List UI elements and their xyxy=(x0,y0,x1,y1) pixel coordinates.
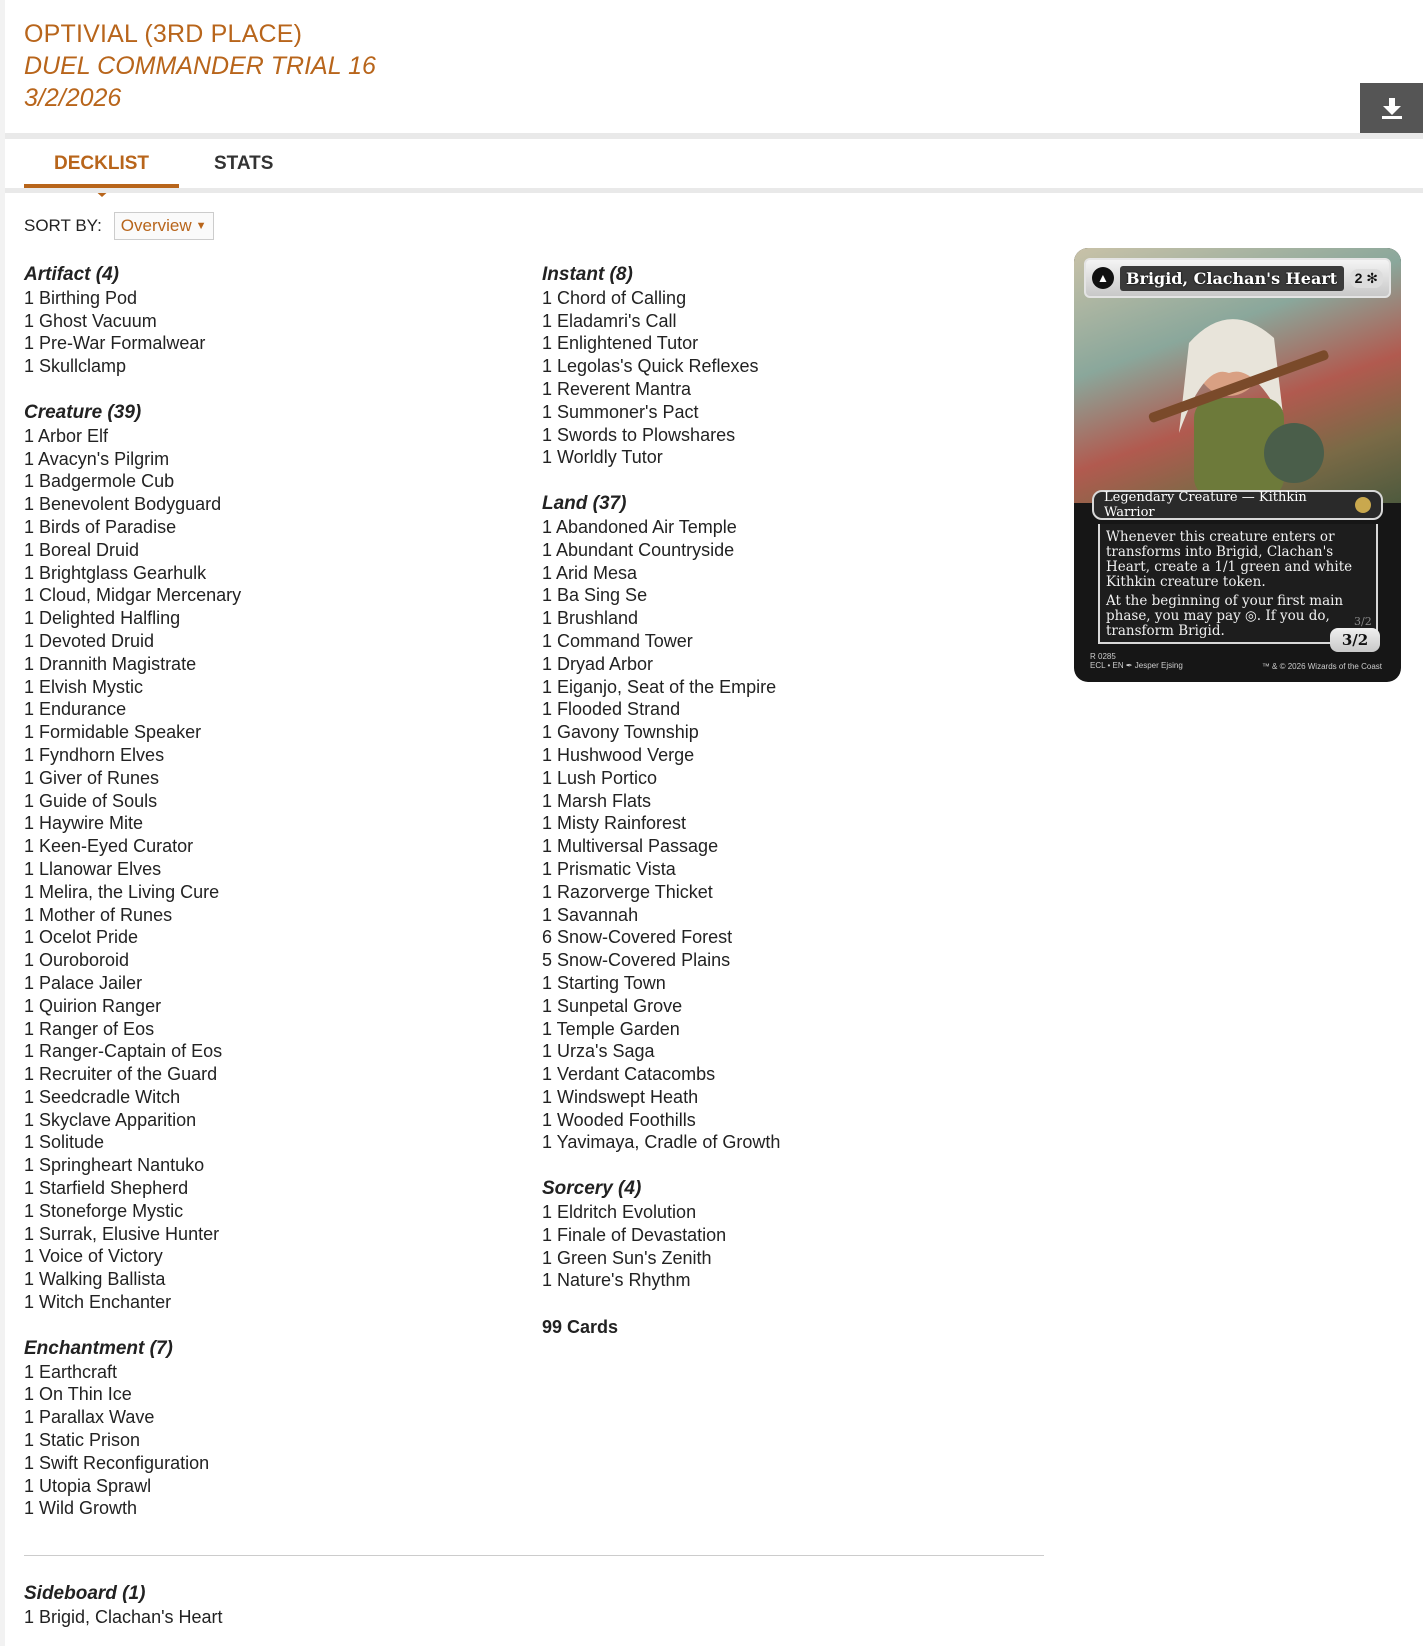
sort-row xyxy=(24,212,214,240)
card-entry[interactable]: 1 Nature's Rhythm xyxy=(542,1270,691,1291)
group-heading: Artifact (4) xyxy=(24,264,120,285)
event-name: DUEL COMMANDER TRIAL 16 xyxy=(24,52,376,80)
card-entry[interactable]: 1 Earthcraft xyxy=(24,1361,118,1382)
card-entry[interactable]: 1 Birds of Paradise xyxy=(24,516,177,537)
card-entry[interactable]: 1 Ghost Vacuum xyxy=(24,310,157,331)
card-entry[interactable]: 1 Mother of Runes xyxy=(24,904,173,925)
card-entry[interactable]: 1 Skyclave Apparition xyxy=(24,1109,197,1130)
card-entry[interactable]: 1 Yavimaya, Cradle of Growth xyxy=(542,1132,781,1153)
group-sideboard xyxy=(24,1583,223,1629)
rules-text-2: At the beginning of your first main phase, you may pay ◎. If you do, transform Brigid. xyxy=(1106,593,1344,639)
card-entry[interactable]: 1 Static Prison xyxy=(24,1430,141,1451)
event-date: 3/2/2026 xyxy=(24,84,122,112)
tab-divider xyxy=(5,188,1423,193)
card-list xyxy=(542,516,1012,1154)
card-entry[interactable]: 1 Chord of Calling xyxy=(542,287,687,308)
mana-cost: 2 ✻ xyxy=(1350,269,1383,288)
card-entry[interactable]: 1 Delighted Halfling xyxy=(24,608,181,629)
card-entry[interactable]: 1 Ouroboroid xyxy=(24,950,130,971)
transform-symbol-icon: ▲ xyxy=(1092,267,1114,289)
copyright: ™ & © 2026 Wizards of the Coast xyxy=(1261,662,1382,671)
tab-decklist-label: DECKLIST xyxy=(54,153,149,174)
card-entry[interactable]: 1 Stoneforge Mystic xyxy=(24,1200,184,1221)
card-entry[interactable]: 1 Drannith Magistrate xyxy=(24,653,197,674)
card-entry[interactable]: 1 Legolas's Quick Reflexes xyxy=(542,356,759,377)
group-artifact xyxy=(24,264,494,378)
card-entry[interactable]: 1 Brightglass Gearhulk xyxy=(24,562,207,583)
card-entry[interactable]: 1 Skullclamp xyxy=(24,356,127,377)
set-artist-line: ECL • EN ✒ Jesper Ejsing xyxy=(1090,661,1183,670)
card-entry[interactable]: 1 Command Tower xyxy=(542,630,693,651)
card-entry[interactable]: 6 Snow-Covered Forest xyxy=(542,927,733,948)
card-type: Legendary Creature — Kithkin Warrior xyxy=(1104,490,1307,520)
card-entry[interactable]: 1 Savannah xyxy=(542,904,639,925)
group-heading: Sideboard (1) xyxy=(24,1583,146,1604)
card-entry[interactable]: 1 Palace Jailer xyxy=(24,972,143,993)
card-nameplate xyxy=(1084,258,1391,298)
card-entry[interactable]: 1 Parallax Wave xyxy=(24,1407,155,1428)
card-entry[interactable]: 1 Enlightened Tutor xyxy=(542,333,699,354)
card-entry[interactable]: 1 Worldly Tutor xyxy=(542,447,663,468)
card-entry[interactable]: 1 Wild Growth xyxy=(24,1498,138,1519)
tab-bar xyxy=(5,139,1423,188)
card-entry[interactable]: 1 Starfield Shepherd xyxy=(24,1178,189,1199)
card-entry[interactable]: 1 Verdant Catacombs xyxy=(542,1064,716,1085)
page xyxy=(5,0,1423,1646)
decklist-column-right xyxy=(542,264,1012,1339)
group-heading: Sorcery (4) xyxy=(542,1178,642,1200)
card-entry[interactable]: 1 Brigid, Clachan's Heart xyxy=(24,1606,223,1627)
card-entry[interactable]: 1 Birthing Pod xyxy=(24,287,138,308)
card-entry[interactable]: 1 Llanowar Elves xyxy=(24,858,162,879)
card-entry[interactable]: 1 Ba Sing Se xyxy=(542,585,648,606)
card-entry[interactable]: 1 Eiganjo, Seat of the Empire xyxy=(542,676,777,697)
card-list xyxy=(24,1606,223,1629)
set-symbol-icon xyxy=(1355,497,1371,513)
card-entry[interactable]: 1 Voice of Victory xyxy=(24,1246,163,1267)
card-rules-text xyxy=(1098,524,1378,644)
card-entry[interactable]: 1 Flooded Strand xyxy=(542,699,681,720)
card-entry[interactable]: 1 Abundant Countryside xyxy=(542,539,735,560)
tab-decklist[interactable] xyxy=(24,151,179,188)
card-entry[interactable]: 1 Razorverge Thicket xyxy=(542,881,713,902)
card-entry[interactable]: 1 Pre-War Formalwear xyxy=(24,333,206,354)
card-entry[interactable]: 1 Brushland xyxy=(542,608,639,629)
card-entry[interactable]: 1 Ocelot Pride xyxy=(24,927,139,948)
card-entry[interactable]: 1 Seedcradle Witch xyxy=(24,1086,181,1107)
card-entry[interactable]: 1 Springheart Nantuko xyxy=(24,1155,205,1176)
card-entry[interactable]: 1 Swords to Plowshares xyxy=(542,424,736,445)
group-heading: Creature (39) xyxy=(24,401,142,423)
card-entry[interactable]: 1 Dryad Arbor xyxy=(542,653,654,674)
card-entry[interactable]: 1 Reverent Mantra xyxy=(542,378,692,399)
card-list xyxy=(24,287,494,378)
tab-stats[interactable] xyxy=(214,151,273,175)
card-entry[interactable]: 1 Summoner's Pact xyxy=(542,401,699,422)
card-entry[interactable]: 1 Arid Mesa xyxy=(542,562,638,583)
collector-number: R 0285 xyxy=(1090,652,1116,661)
group-heading: Enchantment (7) xyxy=(24,1337,173,1359)
card-entry[interactable]: 5 Snow-Covered Plains xyxy=(542,950,731,971)
card-entry[interactable]: 1 Sunpetal Grove xyxy=(542,995,683,1016)
chevron-down-icon: ▼ xyxy=(195,220,207,232)
rules-text-1: Whenever this creature enters or transforms into Brigid, Clachan's Heart, create a 1/1 green and white Kithkin creature token. xyxy=(1106,529,1353,590)
card-entry[interactable]: 1 Giver of Runes xyxy=(24,767,160,788)
download-button[interactable] xyxy=(1360,83,1423,133)
sort-select[interactable] xyxy=(114,212,214,240)
card-entry[interactable]: 1 Elvish Mystic xyxy=(24,676,144,697)
card-entry[interactable]: 1 Eldritch Evolution xyxy=(542,1202,697,1223)
card-type-line xyxy=(1092,490,1383,520)
card-entry[interactable]: 1 Temple Garden xyxy=(542,1018,680,1039)
sort-label: SORT BY: xyxy=(24,216,102,235)
card-entry[interactable]: 1 Swift Reconfiguration xyxy=(24,1452,210,1473)
card-entry[interactable]: 1 Windswept Heath xyxy=(542,1086,699,1107)
sideboard-divider xyxy=(24,1555,1044,1556)
deck-header xyxy=(5,0,1423,133)
card-entry[interactable]: 1 Haywire Mite xyxy=(24,813,144,834)
card-name: Brigid, Clachan's Heart xyxy=(1120,266,1344,291)
card-entry[interactable]: 1 Surrak, Elusive Hunter xyxy=(24,1223,220,1244)
card-entry[interactable]: 1 Cloud, Midgar Mercenary xyxy=(24,585,242,606)
card-entry[interactable]: 1 Finale of Devastation xyxy=(542,1224,727,1245)
card-entry[interactable]: 1 Multiversal Passage xyxy=(542,836,719,857)
card-entry[interactable]: 1 Ranger-Captain of Eos xyxy=(24,1041,223,1062)
group-heading: Land (37) xyxy=(542,493,627,515)
group-land xyxy=(542,493,1012,1154)
card-entry[interactable]: 1 Wooded Foothills xyxy=(542,1109,696,1130)
card-entry[interactable]: 1 Benevolent Bodyguard xyxy=(24,494,222,515)
card-total: 99 Cards xyxy=(542,1317,619,1338)
power-toughness: 3/2 xyxy=(1330,628,1380,652)
card-entry[interactable]: 1 Walking Ballista xyxy=(24,1269,166,1290)
card-entry[interactable]: 1 Endurance xyxy=(24,699,127,720)
card-entry[interactable]: 1 Quirion Ranger xyxy=(24,995,162,1016)
card-entry[interactable]: 1 Fyndhorn Elves xyxy=(24,744,165,765)
card-entry[interactable]: 1 Ranger of Eos xyxy=(24,1018,155,1039)
card-entry[interactable]: 1 Marsh Flats xyxy=(542,790,652,811)
card-entry[interactable]: 1 Misty Rainforest xyxy=(542,813,687,834)
back-face-pt: 3/2 xyxy=(1354,615,1372,628)
card-entry[interactable]: 1 Abandoned Air Temple xyxy=(542,516,737,537)
card-footer xyxy=(1090,652,1390,670)
group-sorcery xyxy=(542,1178,1012,1292)
card-entry[interactable]: 1 Arbor Elf xyxy=(24,425,109,446)
card-entry[interactable]: 1 On Thin Ice xyxy=(24,1384,132,1405)
deck-title xyxy=(24,18,376,114)
group-enchantment xyxy=(24,1338,494,1520)
card-entry[interactable]: 1 Green Sun's Zenith xyxy=(542,1247,712,1268)
card-entry[interactable]: 1 Starting Town xyxy=(542,972,666,993)
card-entry[interactable]: 1 Avacyn's Pilgrim xyxy=(24,448,170,469)
card-list xyxy=(24,1361,494,1521)
card-entry[interactable]: 1 Guide of Souls xyxy=(24,790,158,811)
card-list xyxy=(542,1201,1012,1292)
card-entry[interactable]: 1 Boreal Druid xyxy=(24,539,140,560)
card-entry[interactable]: 1 Urza's Saga xyxy=(542,1041,655,1062)
card-entry[interactable]: 1 Lush Portico xyxy=(542,767,658,788)
card-entry[interactable]: 1 Solitude xyxy=(24,1132,105,1153)
sort-selected-value: Overview xyxy=(120,216,192,235)
player-name: OPTIVIAL (3RD PLACE) xyxy=(24,20,303,48)
card-entry[interactable]: 1 Gavony Township xyxy=(542,722,699,743)
group-heading: Instant (8) xyxy=(542,264,633,285)
card-entry[interactable]: 1 Keen-Eyed Curator xyxy=(24,836,194,857)
card-entry[interactable]: 1 Recruiter of the Guard xyxy=(24,1064,218,1085)
tab-stats-label: STATS xyxy=(214,153,274,174)
card-art-figure xyxy=(1134,303,1334,498)
card-list xyxy=(24,425,494,1314)
card-entry[interactable]: 1 Formidable Speaker xyxy=(24,722,202,743)
decklist-column-left xyxy=(24,264,494,1544)
card-entry[interactable]: 1 Witch Enchanter xyxy=(24,1292,172,1313)
card-entry[interactable]: 1 Utopia Sprawl xyxy=(24,1475,152,1496)
card-list xyxy=(542,287,1012,469)
card-entry[interactable]: 1 Prismatic Vista xyxy=(542,858,676,879)
card-entry[interactable]: 1 Devoted Druid xyxy=(24,630,155,651)
group-instant xyxy=(542,264,1012,469)
card-entry[interactable]: 1 Melira, the Living Cure xyxy=(24,881,220,902)
card-entry[interactable]: 1 Badgermole Cub xyxy=(24,471,175,492)
card-entry[interactable]: 1 Eladamri's Call xyxy=(542,310,677,331)
group-creature xyxy=(24,402,494,1314)
download-icon xyxy=(1381,96,1403,120)
card-preview-image xyxy=(1074,248,1401,682)
card-entry[interactable]: 1 Hushwood Verge xyxy=(542,744,695,765)
